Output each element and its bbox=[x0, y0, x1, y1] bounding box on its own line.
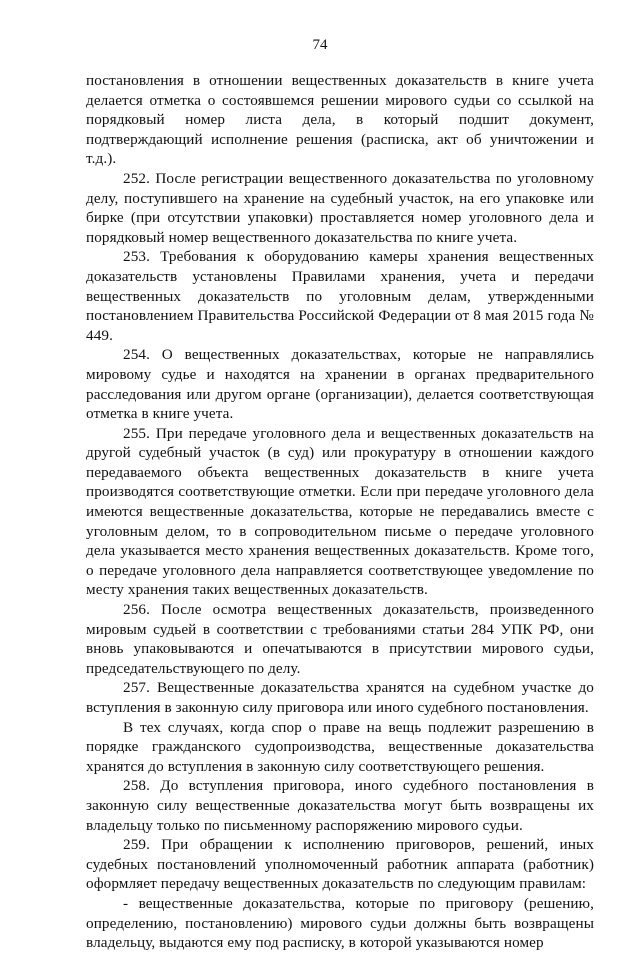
paragraph-continuation: постановления в отношении вещественных доказательств в книге учета делается отметка о состоявшемся решении мирового судьи со ссылкой на порядковый номер листа дела, в который подшит документ, подтверждающий исполнение решения (расписка, акт об уничтожении и т.д.). bbox=[86, 72, 594, 168]
paragraph-255: 255. При передаче уголовного дела и вещественных доказательств на другой судебный участок (в суд) или прокуратуру в отношении каждого передаваемого объекта вещественных доказательств в книге учета производятся соответствующие отметки. Если при передаче уголовного дела имеются вещественные доказательства, которые не передавались вместе с уголовным делом, то в сопроводительном письме о передаче уголовного дела указывается место хранения вещественных доказательств. Кроме того, о передаче уголовного дела направляется соответствующее уведомление по месту хранения таких вещественных доказательств. bbox=[86, 424, 594, 599]
paragraph-257-disputes: В тех случаях, когда спор о праве на вещь подлежит разрешению в порядке гражданского судопроизводства, вещественные доказательства хранятся до вступления в законную силу соответствующего решения. bbox=[86, 718, 594, 775]
paragraph-258: 258. До вступления приговора, иного судебного постановления в законную силу вещественные доказательства могут быть возвращены их владельцу только по письменному распоряжению мирового судьи. bbox=[86, 777, 594, 834]
paragraph-252: 252. После регистрации вещественного доказательства по уголовному делу, поступившего на хранение на судебный участок, на его упаковке или бирке (при отсутствии упаковки) проставляется номер уголовного дела и порядковый номер вещественного доказательства по книге учета. bbox=[86, 169, 594, 246]
paragraph-253: 253. Требования к оборудованию камеры хранения вещественных доказательств установлены Правилами хранения, учета и передачи вещественных доказательств по уголовным делам, утвержденными постановлением Правительства Российской Федерации от 8 мая 2015 года № 449. bbox=[86, 248, 594, 344]
paragraph-259: 259. При обращении к исполнению приговоров, решений, иных судебных постановлений уполномоченный работник аппарата (работник) оформляет передачу вещественных доказательств по следующим правилам: bbox=[86, 836, 594, 893]
page-number: 74 bbox=[312, 37, 328, 53]
paragraph-256: 256. После осмотра вещественных доказательств, произведенного мировым судьей в соответствии с требованиями статьи 284 УПК РФ, они вновь упаковываются и опечатываются в присутствии мирового судьи, председательствующего по делу. bbox=[86, 601, 594, 677]
paragraph-257: 257. Вещественные доказательства хранятся на судебном участке до вступления в законную силу приговора или иного судебного постановления. bbox=[86, 679, 594, 716]
document-body bbox=[86, 71, 594, 953]
paragraph-259-item-1: - вещественные доказательства, которые по приговору (решению, определению, постановлению) мирового судьи должны быть возвращены владельцу, выдаются ему под расписку, в которой указываются номер bbox=[86, 894, 594, 952]
paragraph-254: 254. О вещественных доказательствах, которые не направлялись мировому судье и находятся на хранении в органах предварительного расследования или другом органе (организации), делается соответствующая отметка в книге учета. bbox=[86, 346, 594, 423]
